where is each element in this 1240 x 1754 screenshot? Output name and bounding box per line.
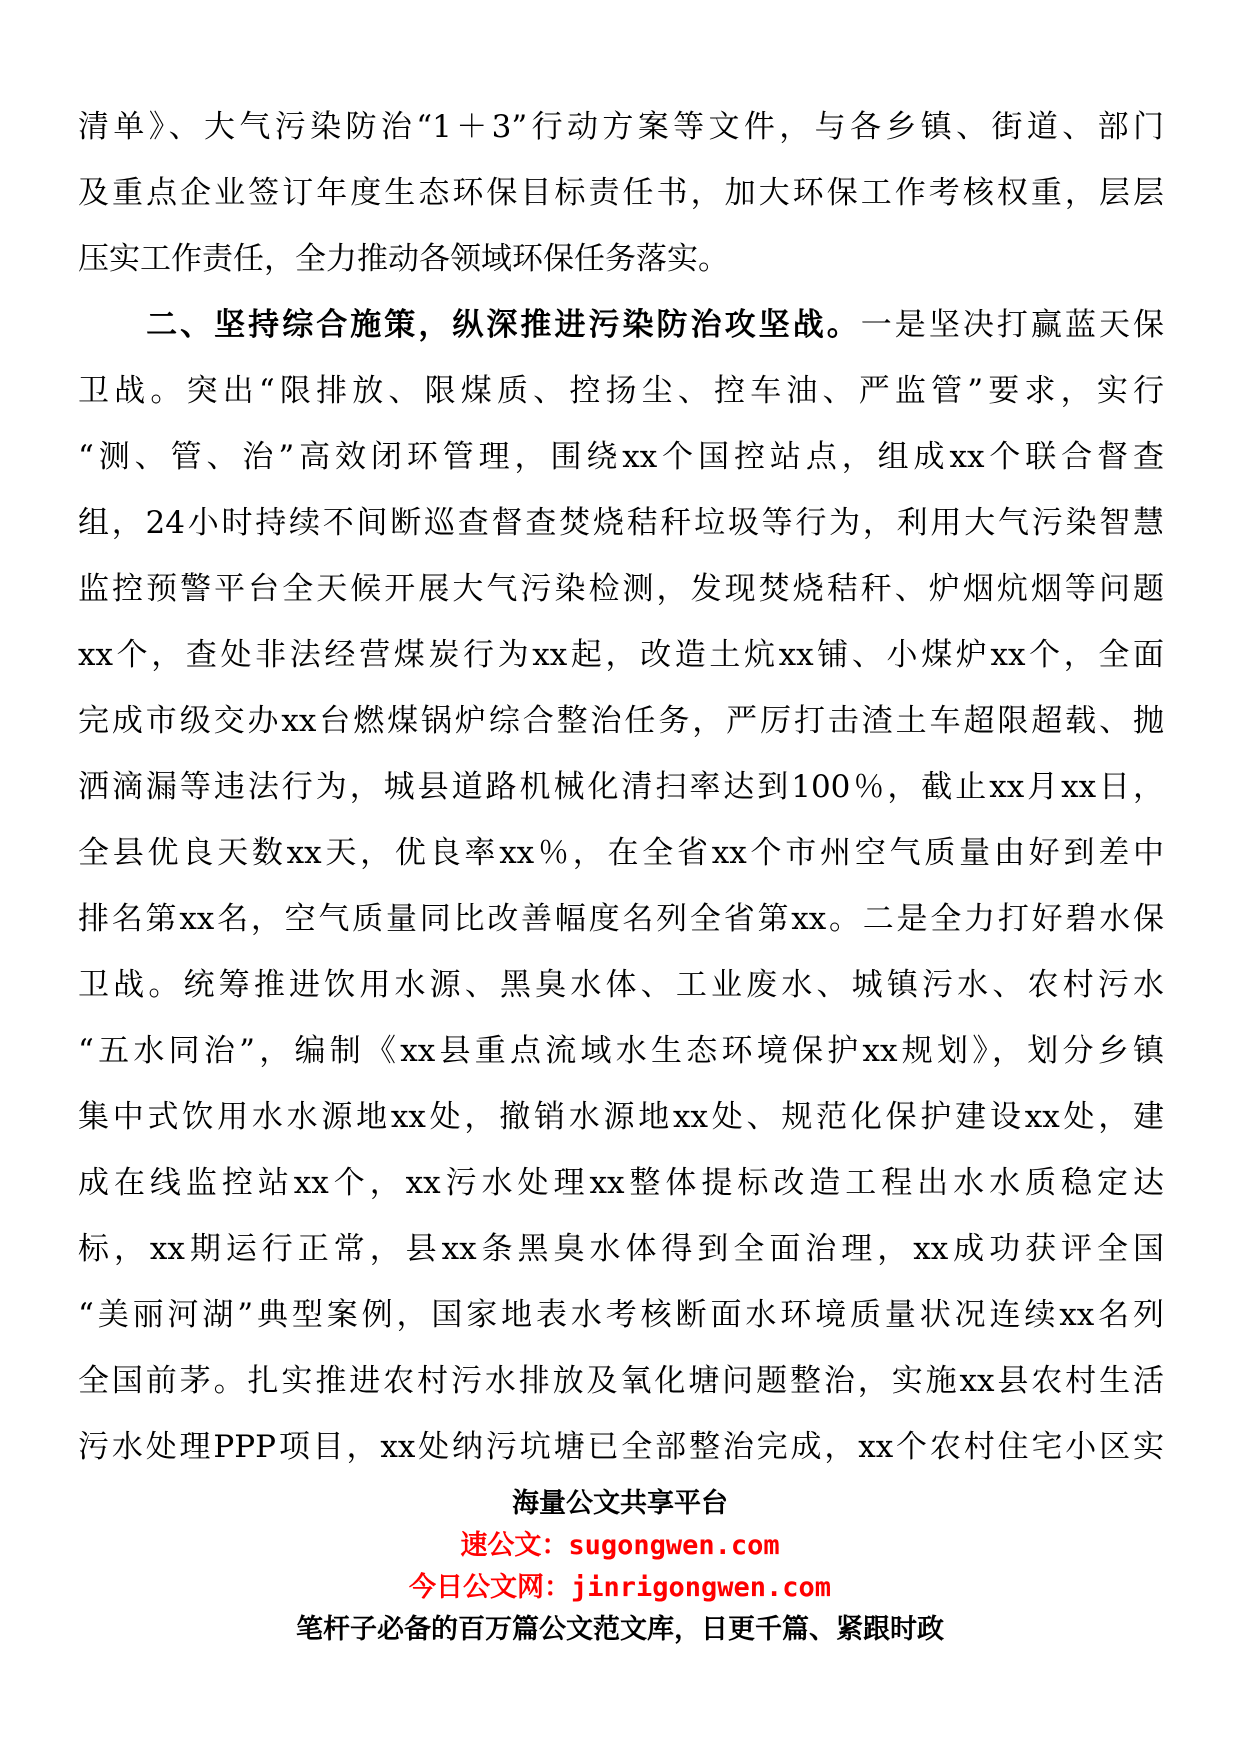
paragraph-line-5: xx个，查处非法经营煤炭行为xx起，改造土炕xx铺、小煤炉xx个，全面	[78, 637, 1164, 673]
paragraph-line-14: 标，xx期运行正常，县xx条黑臭水体得到全面治理，xx成功获评全国	[78, 1231, 1164, 1267]
paragraph-line-6: 完成市级交办xx台燃煤锅炉综合整治任务，严厉打击渣土车超限超载、抛	[78, 703, 1164, 739]
watermark-footer	[0, 1483, 1240, 1651]
section-heading: 二、坚持综合施策，纵深推进污染防治攻坚战。	[146, 307, 861, 343]
site1-url[interactable]: sugongwen.com	[568, 1530, 780, 1561]
paragraph-line-11: “五水同治”，编制《xx县重点流域水生态环境保护xx规划》，划分乡镇	[78, 1033, 1164, 1069]
paragraph-line-16: 全国前茅。扎实推进农村污水排放及氧化塘问题整治，实施xx县农村生活	[78, 1363, 1164, 1399]
text-line-1: 清单》、大气污染防治“1＋3”行动方案等文件，与各乡镇、街道、部门	[78, 109, 1164, 145]
paragraph-line-1: 卫战。突出“限排放、限煤质、控扬尘、控车油、严监管”要求，实行	[78, 373, 1164, 409]
site-line-1	[0, 1525, 1240, 1567]
paragraph-line-12: 集中式饮用水水源地xx处，撤销水源地xx处、规范化保护建设xx处，建	[78, 1099, 1164, 1135]
paragraph-line-2: “测、管、治”高效闭环管理，围绕xx个国控站点，组成xx个联合督查	[78, 439, 1164, 475]
site1-label: 速公文：	[460, 1530, 569, 1561]
paragraph-line-3: 组，24小时持续不间断巡查督查焚烧秸秆垃圾等行为，利用大气污染智慧	[78, 505, 1164, 541]
platform-title: 海量公文共享平台	[512, 1488, 728, 1519]
paragraph-line-13: 成在线监控站xx个，xx污水处理xx整体提标改造工程出水水质稳定达	[78, 1165, 1164, 1201]
paragraph-line-15: “美丽河湖”典型案例，国家地表水考核断面水环境质量状况连续xx名列	[78, 1297, 1164, 1333]
section-heading-line	[78, 292, 1164, 358]
paragraph-line-7: 洒滴漏等违法行为，城县道路机械化清扫率达到100％，截止xx月xx日，	[78, 769, 1164, 805]
document-body	[78, 94, 1164, 1480]
paragraph-line-9: 排名第xx名，空气质量同比改善幅度名列全省第xx。二是全力打好碧水保	[78, 901, 1164, 937]
text-line-2: 及重点企业签订年度生态环保目标责任书，加大环保工作考核权重，层层	[78, 175, 1164, 211]
site2-label: 今日公文网：	[408, 1572, 571, 1603]
slogan: 笔杆子必备的百万篇公文范文库，日更千篇、紧跟时政	[296, 1614, 944, 1645]
site2-url[interactable]: jinrigongwen.com	[570, 1572, 832, 1603]
paragraph-line-10: 卫战。统筹推进饮用水源、黑臭水体、工业废水、城镇污水、农村污水	[78, 967, 1164, 1003]
paragraph-line-4: 监控预警平台全天候开展大气污染检测，发现焚烧秸秆、炉烟炕烟等问题	[78, 571, 1164, 607]
paragraph-line-8: 全县优良天数xx天，优良率xx％，在全省xx个市州空气质量由好到差中	[78, 835, 1164, 871]
site-line-2	[0, 1567, 1240, 1609]
section-heading-rest: 一是坚决打赢蓝天保	[860, 307, 1164, 343]
text-line-3: 压实工作责任，全力推动各领域环保任务落实。	[78, 241, 729, 277]
paragraph-line-17: 污水处理PPP项目，xx处纳污坑塘已全部整治完成，xx个农村住宅小区实	[78, 1429, 1164, 1465]
